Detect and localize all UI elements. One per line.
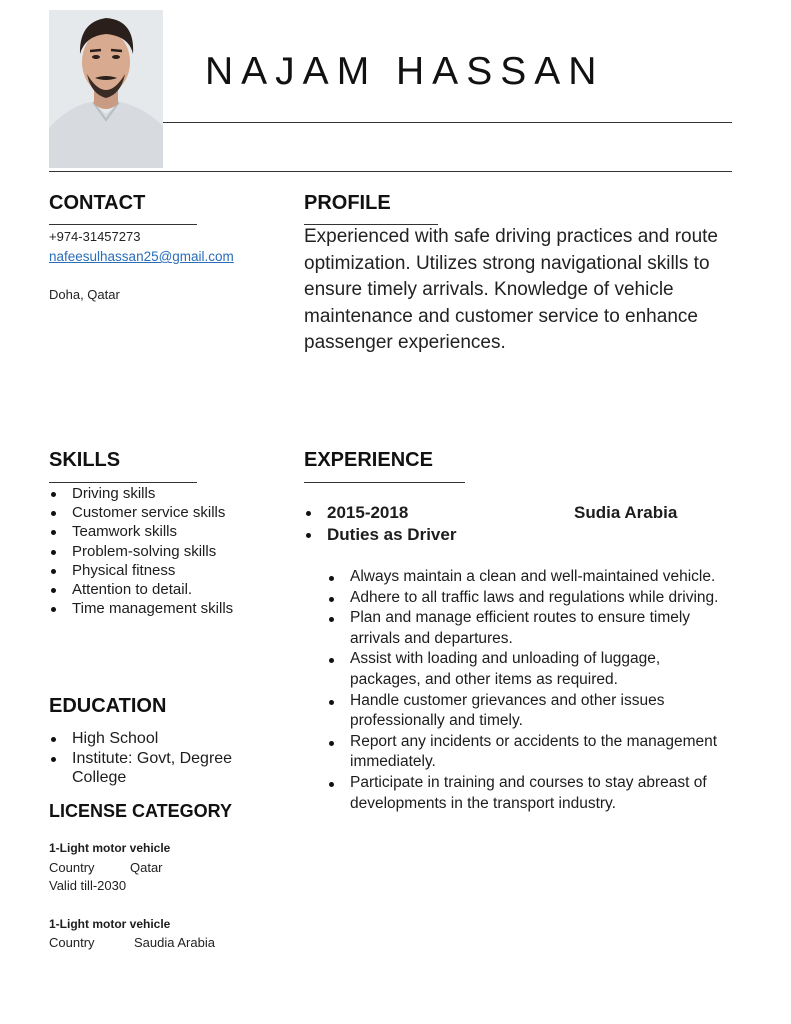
profile-photo [49, 10, 163, 168]
skills-list [49, 484, 233, 618]
skill-item: Customer service skills [49, 503, 233, 522]
duty-item: Always maintain a clean and well-maintained vehicle. [327, 567, 727, 588]
duty-item: Assist with loading and unloading of luggage, packages, and other items as required. [327, 649, 727, 690]
contact-title: CONTACT [49, 192, 146, 214]
skill-item: Time management skills [49, 599, 233, 618]
experience-title: EXPERIENCE [304, 449, 433, 471]
skill-item: Attention to detail. [49, 580, 233, 599]
license-validity: Valid till-2030 [49, 878, 127, 893]
education-list [49, 729, 264, 788]
skill-item: Problem-solving skills [49, 542, 233, 561]
skills-underline [49, 482, 197, 483]
contact-phone: +974-31457273 [49, 229, 141, 244]
duty-item: Handle customer grievances and other issues professionally and timely. [327, 691, 727, 732]
license-title: LICENSE CATEGORY [49, 801, 233, 821]
education-title: EDUCATION [49, 695, 167, 717]
experience-header-list [304, 502, 724, 546]
contact-location: Doha, Qatar [49, 287, 120, 302]
experience-location: Sudia Arabia [574, 503, 678, 522]
duty-item: Adhere to all traffic laws and regulations while driving. [327, 588, 727, 609]
license-type: 1-Light motor vehicle [49, 917, 171, 931]
profile-text: Experienced with safe driving practices and route optimization. Utilizes strong navigational skills to ensure timely arrivals. Knowledge of vehicle maintenance and customer service to enhance passenger experiences. [304, 226, 719, 353]
header-divider-bottom [49, 171, 732, 172]
contact-email-link[interactable]: nafeesulhassan25@gmail.com [49, 249, 234, 264]
duty-item: Participate in training and courses to stay abreast of developments in the transport industry. [327, 773, 727, 814]
skill-item: Driving skills [49, 484, 233, 503]
skills-title: SKILLS [49, 449, 121, 471]
candidate-name: NAJAM HASSAN [205, 50, 605, 93]
header-divider-top [163, 122, 732, 123]
license-country-label: Country [49, 935, 95, 950]
experience-underline [304, 482, 465, 483]
license-type: 1-Light motor vehicle [49, 841, 171, 855]
profile-title: PROFILE [304, 192, 391, 214]
contact-underline [49, 224, 197, 225]
license-country: Qatar [130, 860, 163, 875]
skill-item: Physical fitness [49, 561, 233, 580]
experience-role: Duties as Driver [304, 524, 724, 546]
experience-period: 2015-2018 [327, 503, 409, 522]
duties-list [327, 567, 727, 814]
duty-item: Plan and manage efficient routes to ensure timely arrivals and departures. [327, 608, 727, 649]
duty-item: Report any incidents or accidents to the management immediately. [327, 732, 727, 773]
education-item: Institute: Govt, Degree College [49, 749, 264, 788]
experience-period-row [304, 502, 724, 524]
license-country: Saudia Arabia [134, 935, 215, 950]
education-item: High School [49, 729, 264, 749]
license-country-label: Country [49, 860, 95, 875]
skill-item: Teamwork skills [49, 522, 233, 541]
